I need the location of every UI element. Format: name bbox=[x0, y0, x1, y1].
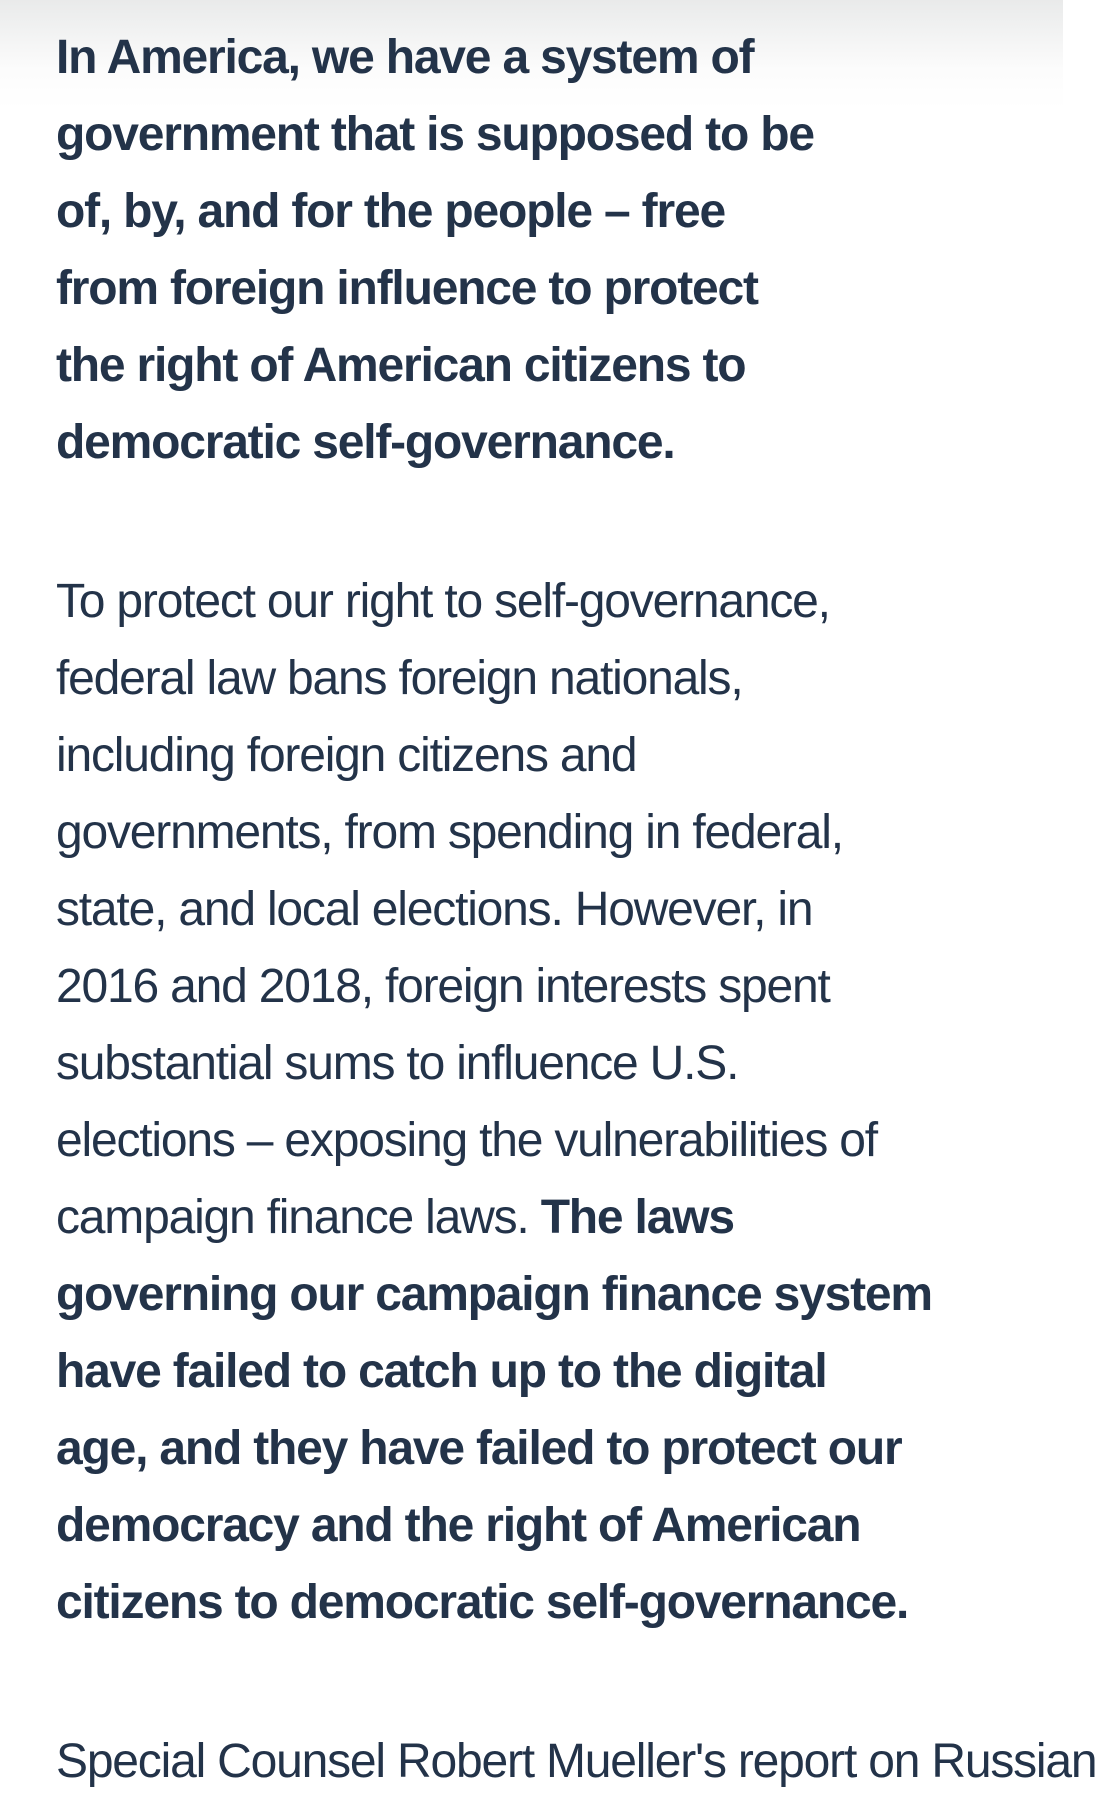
text-line: democracy and the right of American bbox=[56, 1499, 861, 1552]
text-line: the right of American citizens to bbox=[56, 339, 746, 392]
text-line: age, and they have failed to protect our bbox=[56, 1422, 902, 1475]
text-line: including foreign citizens and bbox=[56, 729, 637, 782]
text-line: elections – exposing the vulnerabilities of bbox=[56, 1114, 877, 1167]
cutoff-paragraph bbox=[56, 1723, 1096, 1800]
text-line: of, by, and for the people – free bbox=[56, 185, 725, 238]
text-line: governments, from spending in federal, bbox=[56, 806, 843, 859]
text-line bbox=[56, 1179, 1017, 1256]
text-line: governing our campaign finance system bbox=[56, 1268, 932, 1321]
text-line: In America, we have a system of bbox=[56, 31, 754, 84]
text-line: have failed to catch up to the digital bbox=[56, 1345, 827, 1398]
body-paragraph bbox=[56, 563, 1017, 1641]
text-line: 2016 and 2018, foreign interests spent bbox=[56, 960, 830, 1013]
text-line: To protect our right to self-governance, bbox=[56, 575, 830, 628]
text-line: federal law bans foreign nationals, bbox=[56, 652, 743, 705]
text-line: from foreign influence to protect bbox=[56, 262, 758, 315]
intro-paragraph bbox=[56, 19, 1017, 481]
text-line: substantial sums to influence U.S. bbox=[56, 1037, 739, 1090]
text-line: government that is supposed to be bbox=[56, 108, 814, 161]
text-line-partial: Special Counsel Robert Mueller's report on Russian bbox=[56, 1735, 1096, 1788]
text-line: citizens to democratic self-governance. bbox=[56, 1576, 909, 1629]
text-run-regular: campaign finance laws. bbox=[56, 1191, 541, 1244]
text-run-bold: The laws bbox=[540, 1191, 734, 1244]
text-line: state, and local elections. However, in bbox=[56, 883, 813, 936]
text-line: democratic self-governance. bbox=[56, 416, 675, 469]
